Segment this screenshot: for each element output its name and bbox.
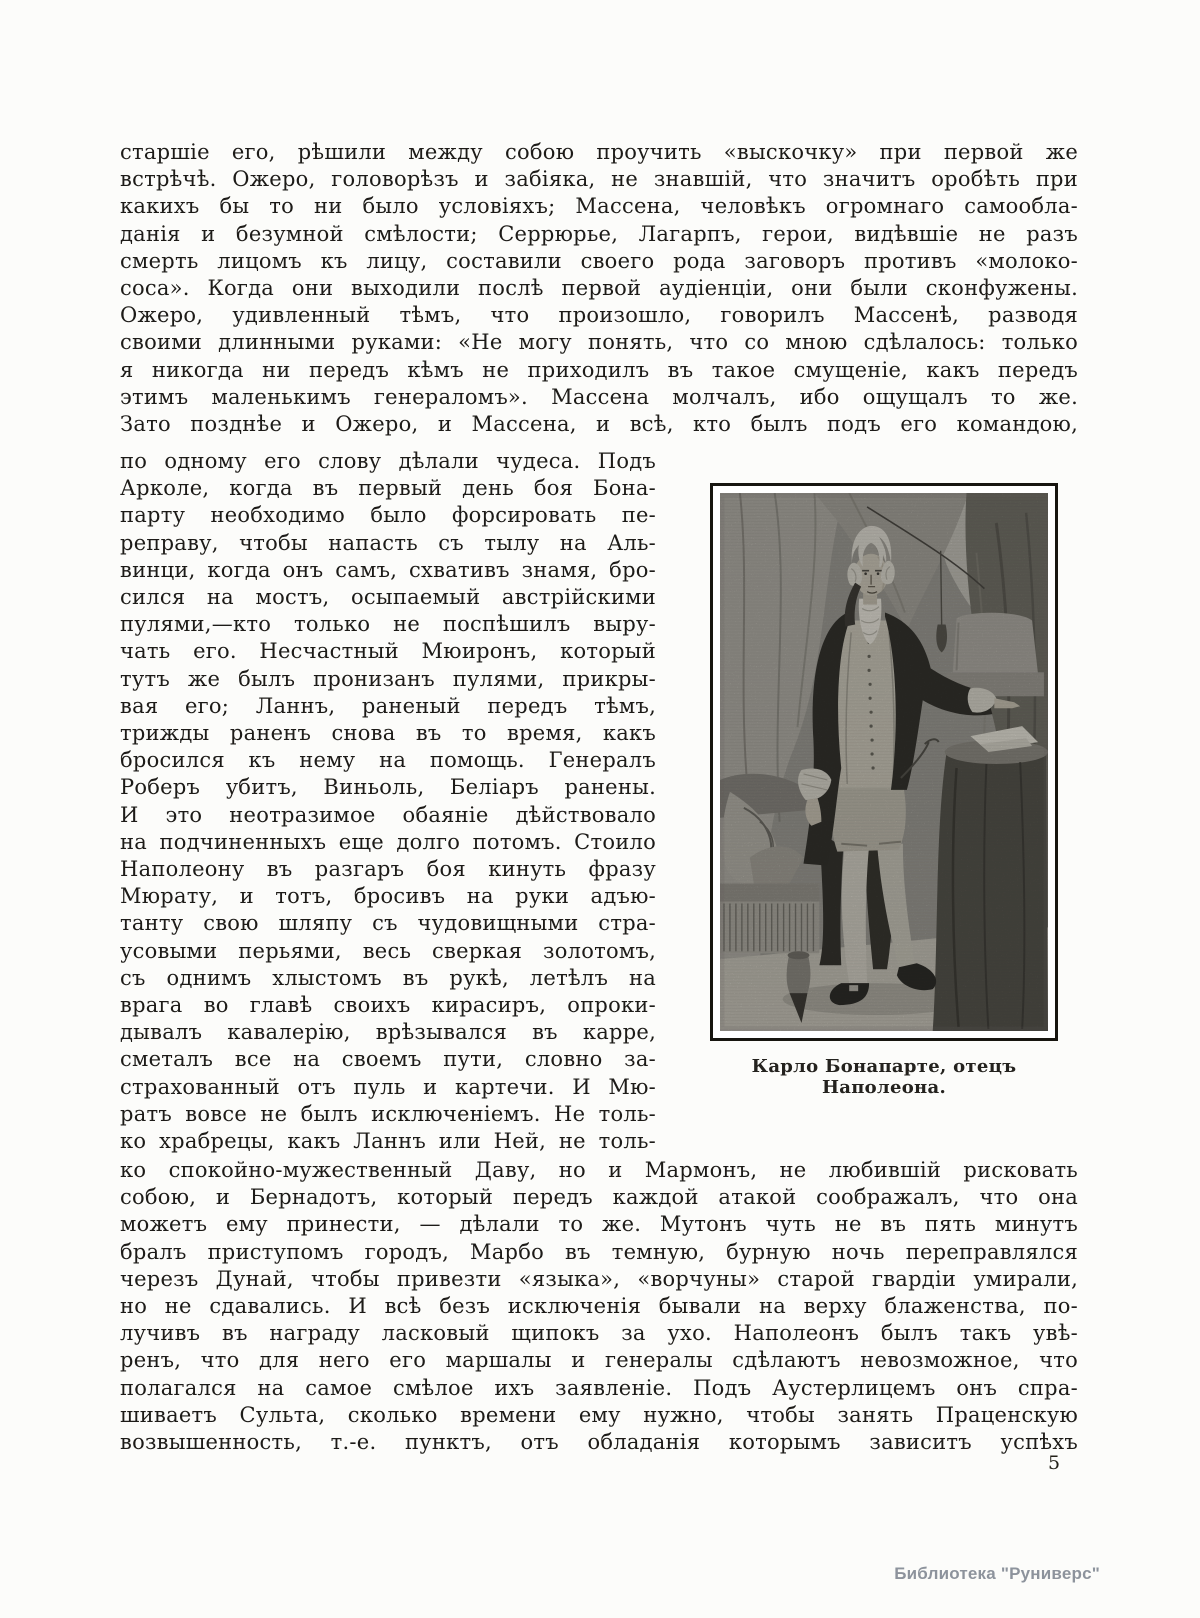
text-line: ренъ, что для него его маршалы и генералы сдѣлаютъ невозможное, что [120,1348,1078,1373]
text-line: сился на мостъ, осыпаемый австрійскими [120,585,656,610]
text-line: врага во главѣ своихъ кирасиръ, опроки- [120,993,656,1018]
text-line: вая его; Ланнъ, раненый передъ тѣмъ, [120,693,656,718]
text-line: тутъ же былъ пронизанъ пулями, прикры- [120,666,656,691]
text-line: черезъ Дунай, чтобы привезти «языка», «ворчуны» старой гвардіи умирали, [120,1266,1078,1291]
text-line: Роберъ убитъ, Виньоль, Беліаръ ранены. [120,775,656,800]
text-line: своими длинными руками: «Не могу понять, что со мною сдѣлалось: только [120,330,1078,355]
text-line: И это неотразимое обаяніе дѣйствовало [120,802,656,827]
text-line: Арколе, когда въ первый день боя Бона- [120,476,656,501]
portrait-frame [710,483,1058,1041]
text-line: но не сдавались. И всѣ безъ исключенія бывали на верху блаженства, по- [120,1294,1078,1319]
text-line: лучивъ въ награду ласковый щипокъ за ухо. Наполеонъ былъ такъ увѣ- [120,1321,1078,1346]
text-line: встрѣчѣ. Ожеро, головорѣзъ и забіяка, не знавшій, что значитъ оробѣть при [120,167,1078,192]
text-line: Зато позднѣе и Ожеро, и Массена, и всѣ, кто былъ подъ его командою, [120,412,1078,437]
text-line: страхованный отъ пуль и картечи. И Мю- [120,1074,656,1099]
figure-caption: Карло Бонапарте, отецъ Наполеона. [751,1056,1017,1098]
text-line: этимъ маленькимъ генераломъ». Массена молчалъ, ибо ощущалъ то же. [120,384,1078,409]
text-line: собою, и Бернадотъ, который передъ каждой атакой соображалъ, что она [120,1185,1078,1210]
text-line: трижды раненъ снова въ то время, какъ [120,721,656,746]
text-line: сметалъ все на своемъ пути, словно за- [120,1047,656,1072]
text-line: Мюрату, и тотъ, бросивъ на руки адъю- [120,884,656,909]
text-line: бросился къ нему на помощь. Генералъ [120,748,656,773]
text-line: смерть лицомъ къ лицу, составили своего рода заговоръ противъ «молоко- [120,248,1078,273]
text-line: пулями,—кто только не поспѣшилъ выру- [120,612,656,637]
text-line: парту необходимо было форсировать пе- [120,503,656,528]
portrait-engraving [720,493,1048,1031]
text-line: соса». Когда они выходили послѣ первой аудіенціи, они были сконфужены. [120,276,1078,301]
paragraph-bottom [120,1157,1078,1456]
paragraph-left-column [120,448,656,1155]
text-line: ко храбрецы, какъ Ланнъ или Ней, не толь- [120,1129,656,1154]
text-line: можетъ ему принести, — дѣлали то же. Мутонъ чуть не въ пять минутъ [120,1212,1078,1237]
page-number: 5 [1048,1452,1061,1474]
text-line: реправу, чтобы напасть съ тылу на Аль- [120,530,656,555]
text-line: Ожеро, удивленный тѣмъ, что произошло, говорилъ Массенѣ, разводя [120,303,1078,328]
text-line: бралъ приступомъ городъ, Марбо въ темную, бурную ночь переправлялся [120,1239,1078,1264]
text-line: какихъ бы то ни было условіяхъ; Массена, человѣкъ огромнаго самообла- [120,194,1078,219]
text-line: дывалъ кавалерію, врѣзывался въ карре, [120,1020,656,1045]
text-line: танту свою шляпу съ чудовищными стра- [120,911,656,936]
text-line: данія и безумной смѣлости; Серрюрье, Лагарпъ, герои, видѣвшіе не разъ [120,221,1078,246]
text-line: полагался на самое смѣлое ихъ заявленіе. Подъ Аустерлицемъ онъ спра- [120,1375,1078,1400]
text-line: шиваетъ Сульта, сколько времени ему нужно, чтобы занять Праценскую [120,1402,1078,1427]
text-line: винци, когда онъ самъ, схвативъ знамя, бро- [120,557,656,582]
text-line: я никогда ни передъ кѣмъ не приходилъ въ такое смущеніе, какъ передъ [120,357,1078,382]
text-line: съ однимъ хлыстомъ въ рукѣ, летѣлъ на [120,965,656,990]
text-line: ратъ вовсе не былъ исключеніемъ. Не толь- [120,1101,656,1126]
text-line: чать его. Несчастный Мюиронъ, который [120,639,656,664]
paragraph-top [120,139,1078,438]
figure-portrait [710,483,1058,1098]
text-line: возвышенность, т.-е. пунктъ, отъ обладанія которымъ зависитъ успѣхъ [120,1430,1078,1455]
runivers-watermark: Библиотека "Руниверс" [894,1564,1100,1583]
text-line: ко спокойно-мужественный Даву, но и Мармонъ, не любившій рисковать [120,1158,1078,1182]
text-line: по одному его слову дѣлали чудеса. Подъ [120,449,656,473]
text-line: усовыми перьями, весь сверкая золотомъ, [120,938,656,963]
text-line: Наполеону въ разгаръ боя кинуть фразу [120,857,656,882]
text-line: старшіе его, рѣшили между собою проучить «выскочку» при первой же [120,140,1078,164]
text-line: на подчиненныхъ еще долго потомъ. Стоило [120,829,656,854]
